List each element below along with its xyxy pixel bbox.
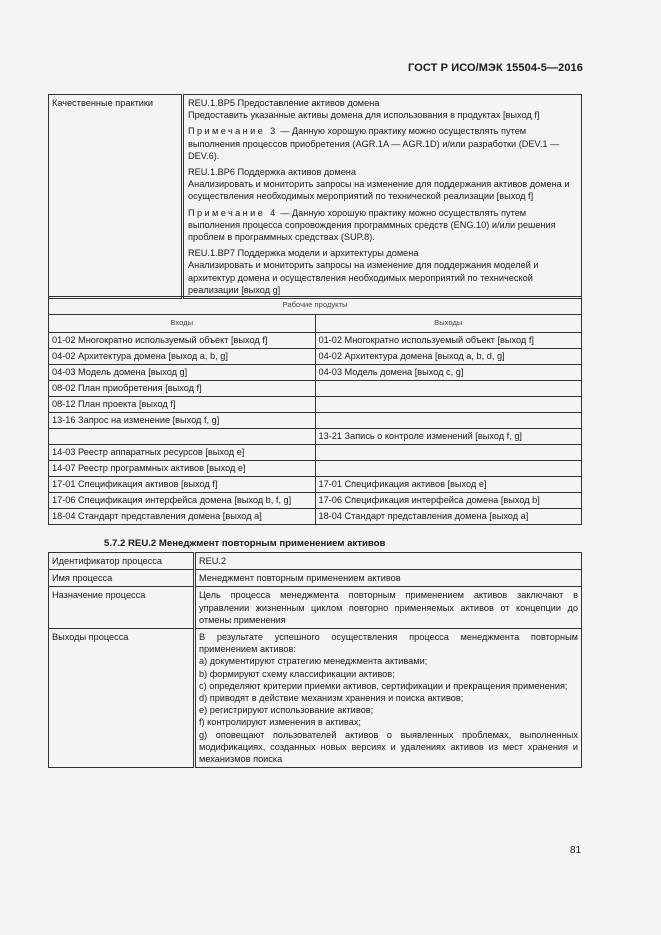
outputs-header: Выходы bbox=[315, 315, 582, 333]
table-row bbox=[49, 397, 582, 413]
document-header: ГОСТ Р ИСО/МЭК 15504-5—2016 bbox=[408, 62, 583, 74]
bp6-title: REU.1.BP6 Поддержка активов домена bbox=[188, 167, 356, 178]
table-row bbox=[49, 365, 582, 381]
input-cell: 08-12 План проекта [выход f] bbox=[49, 397, 316, 413]
bp5-title: REU.1.BP5 Предоставление активов домена bbox=[188, 98, 380, 108]
input-cell: 17-01 Спецификация активов [выход f] bbox=[49, 477, 316, 493]
output-cell bbox=[315, 461, 582, 477]
table-row bbox=[49, 429, 582, 445]
process-name-value: Менеджмент повторным применением активов bbox=[195, 570, 582, 587]
table-row bbox=[49, 493, 582, 509]
process-outputs-body bbox=[195, 629, 582, 768]
output-cell: 17-01 Спецификация активов [выход e] bbox=[315, 477, 582, 493]
output-cell: 18-04 Стандарт представления домена [выход a] bbox=[315, 509, 582, 525]
input-cell: 04-02 Архитектура домена [выход a, b, g] bbox=[49, 349, 316, 365]
process-outputs-label: Выходы процесса bbox=[49, 629, 195, 768]
input-cell: 18-04 Стандарт представления домена [выход a] bbox=[49, 509, 316, 525]
input-cell: 04-03 Модель домена [выход g] bbox=[49, 365, 316, 381]
note3-text: — Данную хорошую практику можно осуществлять путем выполнения процессов приобретения (AGR.1A — AGR.1D) и/или разработки (DEV.1 — DEV.6). bbox=[188, 126, 560, 161]
work-products-title: Рабочие продукты bbox=[49, 297, 582, 315]
table-row bbox=[49, 349, 582, 365]
table-row bbox=[49, 381, 582, 397]
output-cell bbox=[315, 397, 582, 413]
list-item: a) документируют стратегию менеджмента активами; bbox=[199, 656, 428, 667]
input-cell: 17-06 Спецификация интерфейса домена [выход b, f, g] bbox=[49, 493, 316, 509]
list-item: e) регистрируют использование активов; bbox=[199, 705, 374, 716]
process-purpose-value: Цель процесса менеджмента повторным применением активов заключают в управлении жизненным циклом повторно применяемых активов от концепции до отмены применения bbox=[195, 587, 582, 629]
input-cell: 14-07 Реестр программных активов [выход e] bbox=[49, 461, 316, 477]
list-item: f) контролируют изменения в активах; bbox=[199, 717, 361, 728]
note4-prefix: Примечание 4 bbox=[188, 207, 278, 218]
output-cell: 04-02 Архитектура домена [выход a, b, d, g] bbox=[315, 349, 582, 365]
process-table bbox=[48, 552, 582, 768]
output-cell: 04-03 Модель домена [выход c, g] bbox=[315, 365, 582, 381]
table-row bbox=[49, 333, 582, 349]
input-cell: 14-03 Реестр аппаратных ресурсов [выход e] bbox=[49, 445, 316, 461]
input-cell: 08-02 План приобретения [выход f] bbox=[49, 381, 316, 397]
process-purpose-label: Назначение процесса bbox=[49, 587, 195, 629]
bp5-text: Предоставить указанные активы домена для использования в продуктах [выход f] bbox=[188, 110, 540, 121]
practices-body bbox=[183, 95, 582, 299]
note3-prefix: Примечание 3 bbox=[188, 126, 278, 137]
bp6-text: Анализировать и мониторить запросы на изменение для поддержания активов домена и осуществления необходимых мероприятий по технической реализации [выход f] bbox=[188, 179, 570, 202]
bp7-title: REU.1.BP7 Поддержка модели и архитектуры домена bbox=[188, 248, 419, 259]
process-id-value: REU.2 bbox=[195, 553, 582, 570]
practices-table bbox=[48, 94, 582, 299]
input-cell: 01-02 Многократно используемый объект [выход f] bbox=[49, 333, 316, 349]
table-row bbox=[49, 477, 582, 493]
table-row bbox=[49, 509, 582, 525]
section-heading: 5.7.2 REU.2 Менеджмент повторным применением активов bbox=[104, 538, 386, 549]
outputs-intro: В результате успешного осуществления процесса менеджмента повторным применением активов: bbox=[199, 632, 578, 655]
output-cell: 13-21 Запись о контроле изменений [выход f, g] bbox=[315, 429, 582, 445]
note4-text: — Данную хорошую практику можно осуществлять путем выполнения процесса сопровождения программных средств (ENG.10) и/или решения проблем в программных средствах (SUP.8). bbox=[188, 207, 556, 243]
practices-label: Качественные практики bbox=[49, 95, 183, 299]
list-item: b) формируют схему классификации активов; bbox=[199, 668, 395, 679]
output-cell bbox=[315, 445, 582, 461]
page-number: 81 bbox=[570, 845, 582, 856]
list-item: c) определяют критерии приемки активов, сертификации и прекращения применения; bbox=[199, 680, 568, 691]
work-products-table bbox=[48, 296, 582, 525]
table-row bbox=[49, 461, 582, 477]
process-id-label: Идентификатор процесса bbox=[49, 553, 195, 570]
list-item: g) оповещают пользователей активов о выявленных проблемах, выполненных модификациях, созданных новых версиях и удалениях активов из мест хранения и механизмов поиска bbox=[199, 729, 578, 765]
output-cell: 01-02 Многократно используемый объект [выход f] bbox=[315, 333, 582, 349]
input-cell bbox=[49, 429, 316, 445]
list-item: d) приводят в действие механизм хранения и поиска активов; bbox=[199, 693, 464, 704]
table-row bbox=[49, 413, 582, 429]
table-row bbox=[49, 445, 582, 461]
inputs-header: Входы bbox=[49, 315, 316, 333]
output-cell bbox=[315, 413, 582, 429]
output-cell: 17-06 Спецификация интерфейса домена [выход b] bbox=[315, 493, 582, 509]
output-cell bbox=[315, 381, 582, 397]
bp7-text: Анализировать и мониторить запросы на изменение для поддержания моделей и архитектур домена и осуществления необходимых мероприятий по технической реализации [выход g] bbox=[188, 260, 539, 295]
process-name-label: Имя процесса bbox=[49, 570, 195, 587]
input-cell: 13-16 Запрос на изменение [выход f, g] bbox=[49, 413, 316, 429]
